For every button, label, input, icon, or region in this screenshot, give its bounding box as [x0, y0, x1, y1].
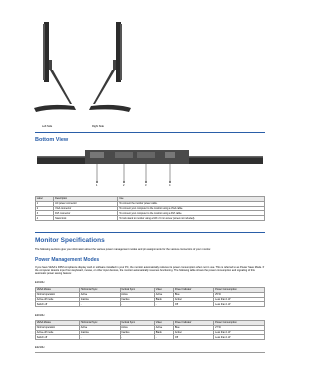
- table-cell: Blank: [154, 297, 173, 302]
- table-cell: Normal operation: [36, 292, 80, 297]
- table-header: Power Consumption: [214, 288, 265, 293]
- table-cell: Less than 1 W: [214, 297, 265, 302]
- table-cell: Off: [174, 335, 214, 340]
- callout-label-1: 1: [96, 184, 98, 187]
- table-cell: VGA connector: [54, 206, 118, 211]
- table-cell: -: [120, 335, 154, 340]
- table-header: Label: [36, 197, 54, 202]
- table-header: Horizontal Sync: [79, 288, 120, 293]
- table-cell: To lock stand to monitor using a M3 x 6 mm screw (screw not included).: [118, 216, 265, 221]
- table-header: Power Indicator: [174, 288, 214, 293]
- table-cell: Amber: [174, 330, 214, 335]
- connector-table: [35, 196, 265, 221]
- table-header: Power Consumption: [214, 321, 265, 326]
- monitor-specs-intro: The following sections give you information about the various power management modes and pin assignments for the various connectors of your monitor.: [35, 248, 211, 251]
- table-header: VESA Modes: [36, 288, 80, 293]
- table-cell: Active: [154, 325, 173, 330]
- table-cell: -: [79, 302, 120, 307]
- model-label: E2210H: [35, 346, 45, 349]
- table-row: [36, 335, 265, 340]
- callout-label-2: 2: [123, 184, 125, 187]
- callout-label-3: 3: [145, 184, 147, 187]
- table-cell: To connect the monitor power cable.: [118, 201, 265, 206]
- table-cell: Inactive: [79, 297, 120, 302]
- table-header: Horizontal Sync: [79, 321, 120, 326]
- section-divider: [35, 232, 265, 233]
- table-cell: Active-off mode: [36, 330, 80, 335]
- table-cell: Inactive: [120, 297, 154, 302]
- table-cell: Less than 1 W: [214, 335, 265, 340]
- left-side-caption: Left Side: [42, 125, 53, 128]
- table-header: VESA Modes: [36, 321, 80, 326]
- table-cell: Active: [154, 292, 173, 297]
- table-header: Vertical Sync: [120, 288, 154, 293]
- table-header: Vertical Sync: [120, 321, 154, 326]
- table-cell: 27 W: [214, 325, 265, 330]
- table-cell: Blue: [174, 325, 214, 330]
- table-cell: -: [154, 335, 173, 340]
- model-label: E1910H: [35, 281, 45, 284]
- table-cell: 3: [36, 211, 54, 216]
- table-cell: To connect your computer to the monitor using a DVI cable.: [118, 211, 265, 216]
- table-cell: Less than 1 W: [214, 330, 265, 335]
- table-cell: Normal operation: [36, 325, 80, 330]
- table-cell: 2: [36, 206, 54, 211]
- table-header: Use: [118, 197, 265, 202]
- table-cell: Inactive: [120, 330, 154, 335]
- table-cell: 25 W: [214, 292, 265, 297]
- table-cell: Blank: [154, 330, 173, 335]
- table-cell: Inactive: [79, 330, 120, 335]
- next-table-edge: [35, 352, 265, 355]
- table-cell: Active: [79, 325, 120, 330]
- table-cell: To connect your computer to the monitor using a VGA cable.: [118, 206, 265, 211]
- table-cell: Active: [79, 292, 120, 297]
- table-cell: 4: [36, 216, 54, 221]
- table-cell: -: [154, 302, 173, 307]
- table-cell: Switch off: [36, 302, 80, 307]
- table-cell: -: [120, 302, 154, 307]
- table-cell: Active: [120, 325, 154, 330]
- table-header: Video: [154, 288, 173, 293]
- table-cell: Off: [174, 302, 214, 307]
- right-side-caption: Right Side: [92, 125, 104, 128]
- table-cell: Active-off mode: [36, 297, 80, 302]
- table-cell: Switch off: [36, 335, 80, 340]
- power-modes-heading: Power Management Modes: [35, 257, 100, 263]
- table-cell: Active: [120, 292, 154, 297]
- table-cell: DVI connector: [54, 211, 118, 216]
- table-cell: 1: [36, 201, 54, 206]
- table-cell: Stand lock: [54, 216, 118, 221]
- table-cell: -: [79, 335, 120, 340]
- table-row: [36, 302, 265, 307]
- table-header: Description: [54, 197, 118, 202]
- power-table-e1910h: [35, 287, 265, 307]
- power-table-e2010h: [35, 320, 265, 340]
- power-modes-intro: If you have VESA's DPM compliance display card or software installed in your PC, the monitor automatically reduces its power consumption when not in use. This is referred to as Power Save Mode. If the computer detects input from keyboard, mouse, or other input devices, the monitor automatically resumes functioning. The following table shows the power consumption and signaling of this automatic power saving feature:: [35, 266, 265, 276]
- table-header: Video: [154, 321, 173, 326]
- callout-label-4: 4: [169, 184, 171, 187]
- side-views-illustration: [30, 0, 140, 128]
- monitor-specs-heading: Monitor Specifications: [35, 237, 105, 244]
- section-divider: [35, 132, 265, 133]
- table-row: [36, 216, 265, 221]
- bottom-view-illustration: [35, 146, 265, 194]
- table-cell: Blue: [174, 292, 214, 297]
- table-cell: AC power connector: [54, 201, 118, 206]
- model-label: E2010H: [35, 314, 45, 317]
- bottom-view-heading: Bottom View: [35, 137, 69, 143]
- table-header: Power Indicator: [174, 321, 214, 326]
- table-cell: Less than 1 W: [214, 302, 265, 307]
- table-cell: Amber: [174, 297, 214, 302]
